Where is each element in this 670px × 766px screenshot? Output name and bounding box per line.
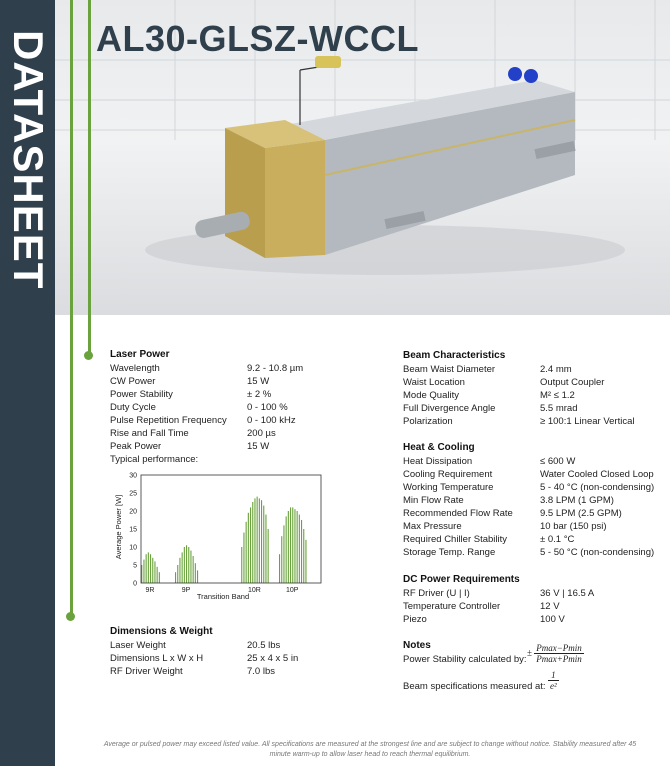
spec-label: Wavelength [110,363,160,374]
chart-bar [261,500,262,583]
chart-bar [250,507,251,583]
notes-heading: Notes [403,640,431,651]
chart-ytick-label: 30 [129,472,137,480]
beam-formula [548,670,559,691]
chart-bar [283,525,284,583]
spec-value: 25 x 4 x 5 in [247,653,299,664]
spec-label: Beam Waist Diameter [403,364,496,375]
chart-bar [254,498,255,583]
chart-bar [252,502,253,583]
chart-bar [263,506,264,583]
spec-label: Cooling Requirement [403,469,493,480]
chart-bar [157,567,158,583]
chart-bar [190,551,191,583]
spec-label: Rise and Fall Time [110,428,189,439]
chart-ytick-label: 5 [133,562,137,570]
chart-bar [152,558,153,583]
dc-heading: DC Power Requirements [403,574,520,585]
spec-label: Laser Weight [110,640,166,651]
chart-bar [150,554,151,583]
spec-value: 15 W [247,441,270,452]
spec-value: 0 - 100 kHz [247,415,296,426]
spec-label: Duty Cycle [110,402,156,413]
spec-value: Water Cooled Closed Loop [540,469,654,480]
accent-line [70,0,73,615]
chart-bar [177,565,178,583]
spec-value: 12 V [540,601,560,612]
chart-bar [143,560,144,583]
chart-bar [241,547,242,583]
chart-xtick-label: 9R [145,587,155,594]
spec-label: Full Divergence Angle [403,403,496,414]
spec-label: Waist Location [403,377,465,388]
spec-value: 36 V | 16.5 A [540,588,595,599]
accent-dot [66,612,75,621]
spec-label: Dimensions L x W x H [110,653,204,664]
chart-bar [186,545,187,583]
chart-bar [294,509,295,583]
spec-label: Pulse Repetition Frequency [110,415,227,426]
spec-label: Heat Dissipation [403,456,473,467]
heat-heading: Heat & Cooling [403,442,475,453]
chart-bar [292,507,293,583]
chart-bar [243,533,244,583]
accent-line-short [88,0,91,355]
laser-power-heading: Laser Power [110,349,170,360]
chart-ytick-label: 15 [129,526,137,534]
spec-value: 3.8 LPM (1 GPM) [540,495,614,506]
spec-label: Mode Quality [403,390,459,401]
spec-value: 5 - 40 °C (non-condensing) [540,482,655,493]
chart-bar [197,570,198,583]
chart-xtick-label: 10R [247,587,261,594]
spec-label: RF Driver (U | I) [403,588,470,599]
spec-value: 200 µs [247,428,276,439]
page-title: AL30-GLSZ-WCCL [96,18,419,59]
beam-note-label: Beam specifications measured at: [403,681,546,692]
spec-value: ≤ 600 W [540,456,576,467]
spec-label: CW Power [110,376,156,387]
chart-xtick-label: 10P [285,587,299,594]
spec-value: 15 W [247,376,270,387]
spec-value: 9.2 - 10.8 µm [247,363,304,374]
spec-label: Piezo [403,614,427,625]
beam-heading: Beam Characteristics [403,350,506,361]
chart-xlabel: Transition Band [196,592,250,601]
spec-value: ≥ 100:1 Linear Vertical [540,416,635,427]
spec-value: 5.5 mrad [540,403,578,414]
performance-chart [105,465,335,605]
chart-bar [268,529,269,583]
spec-label: Recommended Flow Rate [403,508,513,519]
spec-label: Max Pressure [403,521,462,532]
chart-bar [281,536,282,583]
chart-bar [193,556,194,583]
spec-label: Working Temperature [403,482,494,493]
spec-value: 10 bar (150 psi) [540,521,607,532]
spec-value: 2.4 mm [540,364,572,375]
spec-value: Output Coupler [540,377,605,388]
spec-value: 9.5 LPM (2.5 GPM) [540,508,622,519]
spec-label: Polarization [403,416,453,427]
chart-ytick-label: 20 [129,508,137,516]
spec-value: 0 - 100 % [247,402,288,413]
spec-label: RF Driver Weight [110,666,183,677]
formula-denominator: Pmax+Pmin [536,654,582,664]
chart-bar [246,522,247,583]
chart-bar [159,572,160,583]
formula-numerator: Pmax−Pmin [536,643,582,653]
chart-bar [175,572,176,583]
chart-ylabel: Average Power [W] [114,494,123,560]
typical-performance-label: Typical performance: [110,454,199,465]
chart-bar [146,554,147,583]
spec-label: Storage Temp. Range [403,547,496,558]
spec-label: Temperature Controller [403,601,501,612]
sidebar [0,0,55,766]
spec-value: ± 2 % [247,389,272,400]
spec-value: ± 0.1 °C [540,534,575,545]
formula-denominator: e² [550,681,557,691]
formula-numerator: 1 [548,670,559,681]
chart-frame [141,475,321,583]
formula-pm: ± [527,647,532,658]
chart-bar [301,520,302,583]
footer-disclaimer: Average or pulsed power may exceed listed value. All specifications are measured at the strongest line and are subject to change without notice. Stability measured after 45 minute warm-up to allow laser head to reach thermal equilibrium. [103,741,637,758]
chart-ytick-label: 25 [129,490,137,498]
spec-label: Power Stability [110,389,173,400]
chart-bar [290,507,291,583]
chart-bar [195,563,196,583]
sidebar-label: DATASHEET [5,30,52,290]
chart-bar [265,515,266,583]
chart-bar [299,515,300,583]
chart-bar [188,547,189,583]
spec-value: 100 V [540,614,565,625]
spec-value: 7.0 lbs [247,666,275,677]
chart-bar [279,554,280,583]
spec-label: Peak Power [110,441,162,452]
spec-label: Min Flow Rate [403,495,464,506]
chart-bar [259,498,260,583]
spec-value: M² ≤ 1.2 [540,390,575,401]
chart-bar [148,552,149,583]
chart-ytick-label: 0 [133,580,137,588]
chart-bar [257,497,258,583]
chart-bar [303,529,304,583]
chart-bar [182,552,183,583]
spec-label: Required Chiller Stability [403,534,508,545]
chart-bar [286,516,287,583]
chart-xtick-label: 9P [181,587,191,594]
stability-note-label: Power Stability calculated by: [403,654,527,665]
chart-bar [179,558,180,583]
spec-value: 20.5 lbs [247,640,281,651]
chart-bar [154,561,155,583]
chart-bar [184,547,185,583]
chart-bar [305,540,306,583]
spec-value: 5 - 50 °C (non-condensing) [540,547,655,558]
stability-formula [527,643,584,664]
chart-bar [297,511,298,583]
chart-ytick-label: 10 [129,544,137,552]
chart-bar [288,511,289,583]
dimensions-heading: Dimensions & Weight [110,626,213,637]
chart-bar [248,513,249,583]
accent-dot [84,351,93,360]
